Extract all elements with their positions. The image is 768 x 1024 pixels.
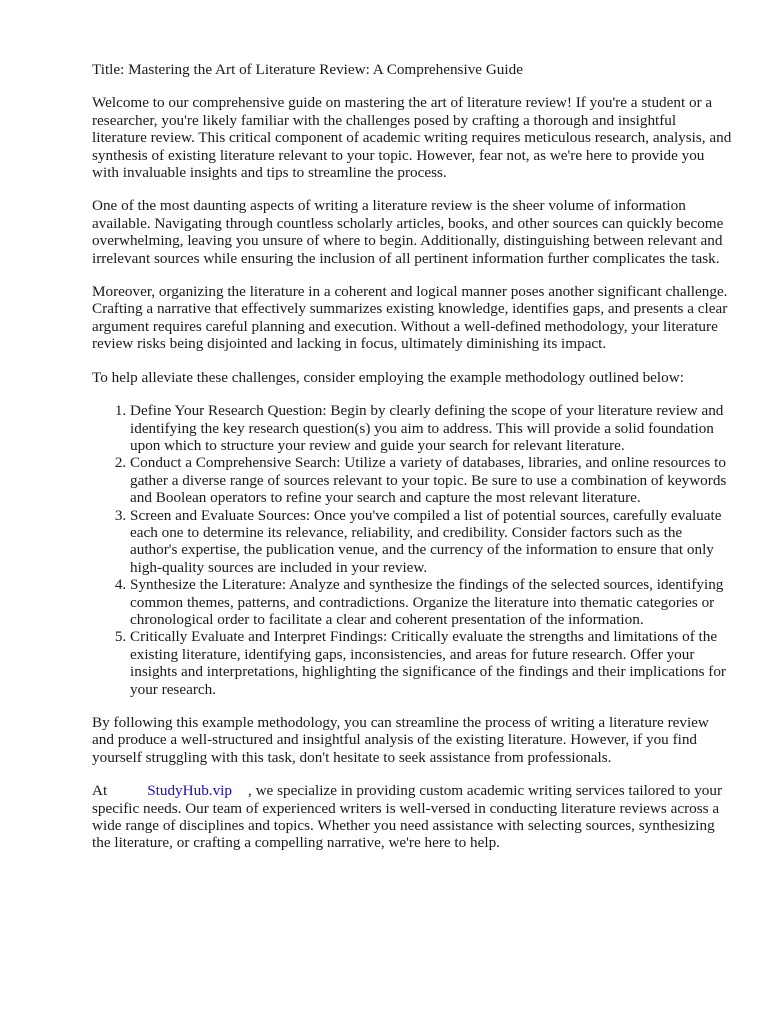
list-item: 1. Define Your Research Question: Begin by clearly defining the scope of your literature review and identifying the key research question(s) you aim to address. This will provide a solid foundation upon which to structure your review and guide your search for relevant literature. (130, 402, 732, 454)
service-text: , we specialize in providing custom academic writing services tailored to your specific needs. Our team of experienced writers is well-versed in conducting literature reviews across a wide range of disciplines and topics. Whether you need assistance with selecting sources, synthesizing the literature, or crafting a compelling narrative, we're here to help. (92, 782, 723, 852)
document-page (92, 61, 732, 868)
methodology-steps-list (92, 402, 732, 698)
organization-paragraph: Moreover, organizing the literature in a coherent and logical manner poses another significant challenge. Crafting a narrative that effectively summarizes existing knowledge, identifies gaps, and presents a clear argument requires careful planning and execution. Without a well-defined methodology, your literature review risks being disjointed and lacking in focus, ultimately diminishing its impact. (92, 283, 728, 353)
list-item: 4. Synthesize the Literature: Analyze and synthesize the findings of the selected sources, identifying common themes, patterns, and contradictions. Organize the literature into thematic categories or chronological order to facilitate a clear and coherent presentation of the information. (130, 576, 732, 628)
methodology-intro-paragraph: To help alleviate these challenges, consider employing the example methodology outlined below: (92, 368, 684, 386)
challenges-paragraph: One of the most daunting aspects of writing a literature review is the sheer volume of information available. Navigating through countless scholarly articles, books, and other sources can quickly become overwhelming, leaving you unsure of where to begin. Additionally, distinguishing between relevant and irrelevant sources while ensuring the inclusion of all pertinent information further complicates the task. (92, 197, 724, 267)
list-item: 5. Critically Evaluate and Interpret Findings: Critically evaluate the strengths and limitations of the existing literature, identifying gaps, inconsistencies, and areas for future research. Offer your insights and interpretations, highlighting the significance of the findings and their implications for your research. (130, 628, 732, 698)
studyhub-link[interactable]: StudyHub.vip (147, 782, 232, 800)
closing-paragraph: By following this example methodology, you can streamline the process of writing a literature review and produce a well-structured and insightful analysis of the existing literature. However, if you find yourself struggling with this task, don't hesitate to seek assistance from professionals. (92, 714, 709, 766)
service-paragraph (92, 782, 732, 852)
list-item: 2. Conduct a Comprehensive Search: Utilize a variety of databases, libraries, and online resources to gather a diverse range of sources relevant to your topic. Be sure to use a combination of keywords and Boolean operators to refine your search and capture the most relevant literature. (130, 454, 732, 506)
service-prefix: At (92, 782, 108, 800)
list-item: 3. Screen and Evaluate Sources: Once you've compiled a list of potential sources, carefully evaluate each one to determine its relevance, reliability, and credibility. Consider factors such as the author's expertise, the publication venue, and the currency of the information to ensure that only high-quality sources are included in your review. (130, 507, 732, 577)
intro-paragraph: Welcome to our comprehensive guide on mastering the art of literature review! If you're a student or a researcher, you're likely familiar with the challenges posed by crafting a thorough and insightful literature review. This critical component of academic writing requires meticulous research, analysis, and synthesis of existing literature relevant to your topic. However, fear not, as we're here to provide you with invaluable insights and tips to streamline the process. (92, 94, 732, 182)
document-title: Title: Mastering the Art of Literature Review: A Comprehensive Guide (92, 61, 523, 78)
